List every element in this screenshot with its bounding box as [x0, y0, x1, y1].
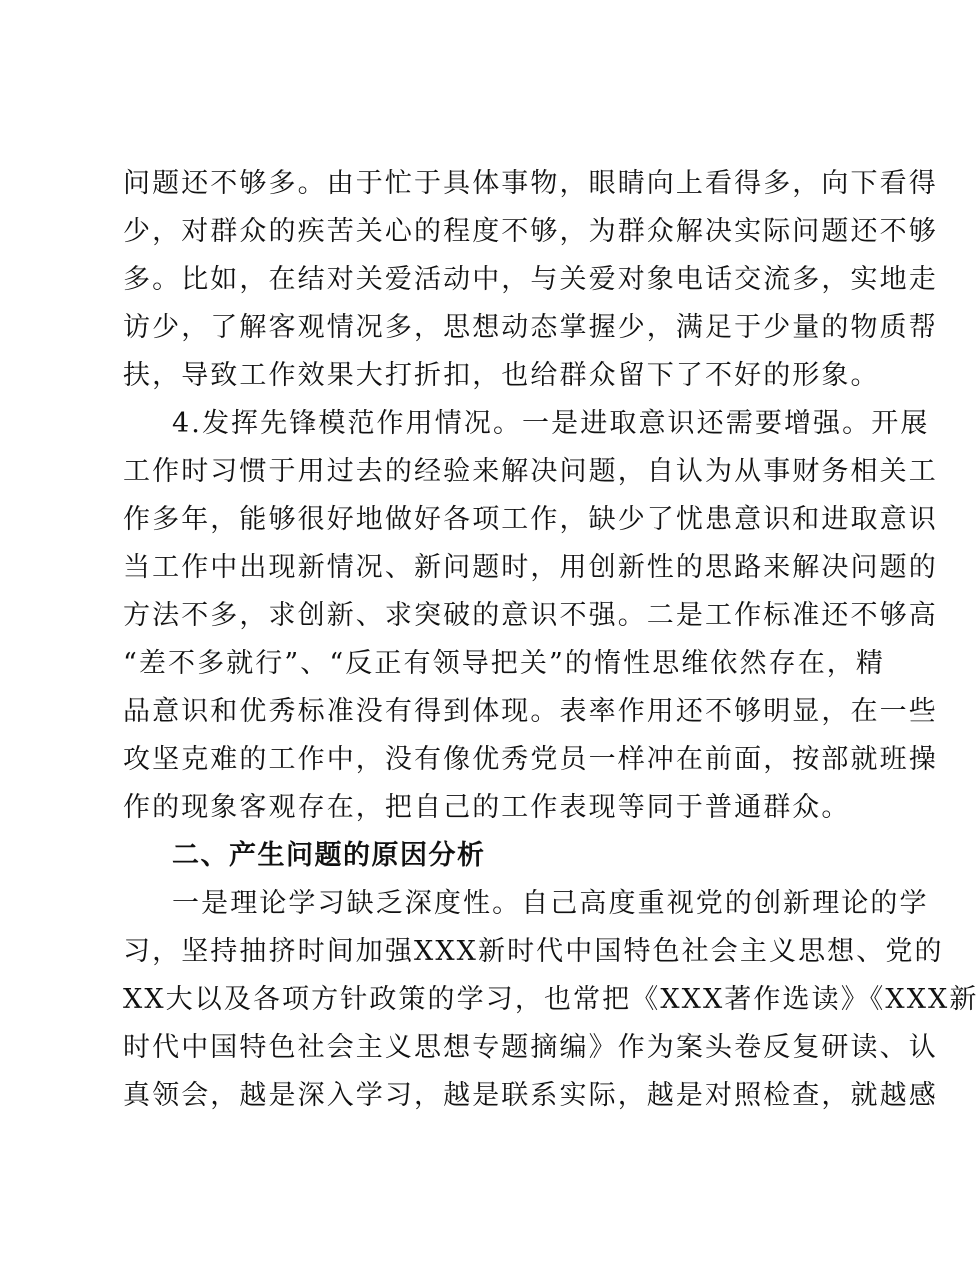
- body-text-line: “差不多就行”、“反正有领导把关”的惰性思维依然存在，精: [123, 648, 886, 679]
- body-text-line: 少，对群众的疾苦关心的程度不够，为群众解决实际问题还不够: [123, 216, 938, 247]
- body-text-line: 方法不多，求创新、求突破的意识不强。二是工作标准还不够高: [123, 600, 938, 631]
- body-text-line: 作的现象客观存在，把自己的工作表现等同于普通群众。: [123, 792, 851, 823]
- body-text-line: 攻坚克难的工作中，没有像优秀党员一样冲在前面，按部就班操: [123, 744, 938, 775]
- body-text-line: 扶，导致工作效果大打折扣，也给群众留下了不好的形象。: [123, 360, 880, 391]
- body-text-line: 多。比如，在结对关爱活动中，与关爱对象电话交流多，实地走: [123, 264, 938, 295]
- body-text-line: XX大以及各项方针政策的学习，也常把《XXX著作选读》《XXX新: [123, 984, 978, 1015]
- body-text-line: 真领会，越是深入学习，越是联系实际，越是对照检查，就越感: [123, 1080, 938, 1111]
- body-text-line: 工作时习惯于用过去的经验来解决问题，自认为从事财务相关工: [123, 456, 938, 487]
- body-text-line: 访少，了解客观情况多，思想动态掌握少，满足于少量的物质帮: [123, 312, 938, 343]
- body-text-line: 时代中国特色社会主义思想专题摘编》作为案头卷反复研读、认: [123, 1032, 938, 1063]
- body-text-line: 作多年，能够很好地做好各项工作，缺少了忧患意识和进取意识: [123, 504, 938, 535]
- paragraph-first-line: 一是理论学习缺乏深度性。自己高度重视党的创新理论的学: [172, 888, 929, 919]
- body-text-line: 当工作中出现新情况、新问题时，用创新性的思路来解决问题的: [123, 552, 938, 583]
- body-text-line: 习，坚持抽挤时间加强XXX新时代中国特色社会主义思想、党的: [123, 936, 944, 967]
- body-text-line: 问题还不够多。由于忙于具体事物，眼睛向上看得多，向下看得: [123, 168, 938, 199]
- body-text-line: 品意识和优秀标准没有得到体现。表率作用还不够明显，在一些: [123, 696, 938, 727]
- paragraph-first-line: 4.发挥先锋模范作用情况。一是进取意识还需要增强。开展: [172, 408, 930, 439]
- section-heading: 二、产生问题的原因分析: [172, 840, 486, 871]
